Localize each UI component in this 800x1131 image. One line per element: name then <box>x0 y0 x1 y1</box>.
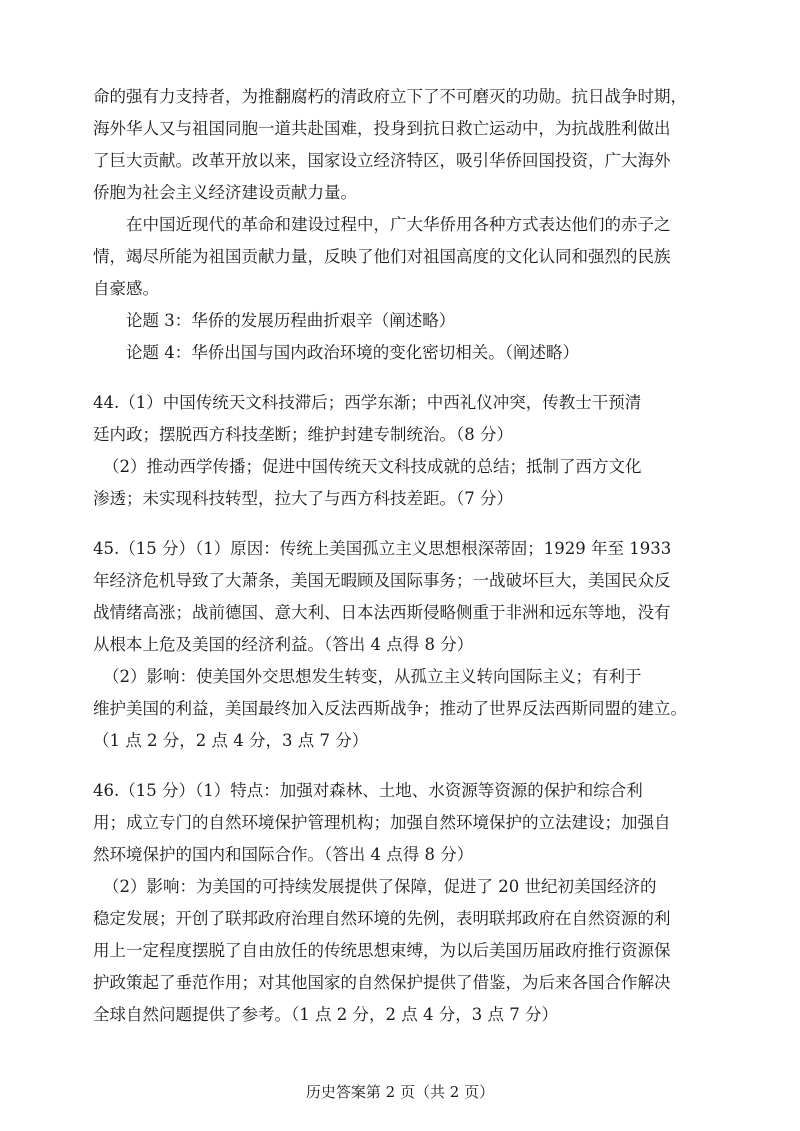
summary-line-2: 情，竭尽所能为祖国贡献力量，反映了他们对祖国高度的文化认同和强烈的民族 <box>93 247 671 266</box>
intro-line-1: 命的强有力支持者，为推翻腐朽的清政府立下了不可磨灭的功勋。抗日战争时期， <box>93 87 687 106</box>
q44-part1-line-2: 廷内政；摆脱西方科技垄断；维护封建专制统治。（8 分） <box>93 425 513 444</box>
summary-line-3: 自豪感。 <box>93 279 159 298</box>
q45-part2-line-2: 维护美国的利益，美国最终加入反法西斯战争；推动了世界反法西斯同盟的建立。 <box>93 699 687 718</box>
intro-line-4: 侨胞为社会主义经济建设贡献力量。 <box>93 183 357 202</box>
topic-4: 论题 4：华侨出国与国内政治环境的变化密切相关。（阐述略） <box>126 343 579 362</box>
q46-part1-line-1: 46.（15 分）（1）特点：加强对森林、土地、水资源等资源的保护和综合利 <box>93 781 643 800</box>
q46-part2-line-2: 稳定发展；开创了联邦政府治理自然环境的先例，表明联邦政府在自然资源的利 <box>93 909 671 928</box>
intro-line-2: 海外华人又与祖国同胞一道共赴国难，投身到抗日救亡运动中，为抗战胜利做出 <box>93 119 671 138</box>
q45-part2-line-3: （1 点 2 分，2 点 4 分，3 点 7 分） <box>93 731 369 750</box>
q44-part2-line-1: （2）推动西学传播；促进中国传统天文科技成就的总结；抵制了西方文化 <box>103 457 642 476</box>
q46-part2-line-5: 全球自然问题提供了参考。（1 点 2 分，2 点 4 分，3 点 7 分） <box>93 1005 558 1024</box>
page-footer: 历史答案第 2 页（共 2 页） <box>305 1083 495 1101</box>
q46-part2-line-4: 护政策起了垂范作用；对其他国家的自然保护提供了借鉴，为后来各国合作解决 <box>93 973 671 992</box>
q45-part1-line-1: 45.（15 分）（1）原因：传统上美国孤立主义思想根深蒂固；1929 年至 1933 <box>93 539 672 558</box>
q46-part2-line-3: 用上一定程度摆脱了自由放任的传统思想束缚，为以后美国历届政府推行资源保 <box>93 941 671 960</box>
q46-part1-line-2: 用；成立专门的自然环境保护管理机构；加强自然环境保护的立法建设；加强自 <box>93 813 671 832</box>
q45-part1-line-3: 战情绪高涨；战前德国、意大利、日本法西斯侵略侧重于非洲和远东等地，没有 <box>93 603 671 622</box>
topic-3: 论题 3：华侨的发展历程曲折艰辛（阐述略） <box>126 311 456 330</box>
q44-part1-line-1: 44.（1）中国传统天文科技滞后；西学东渐；中西礼仪冲突，传教士干预清 <box>93 393 642 412</box>
q45-part1-line-2: 年经济危机导致了大萧条，美国无暇顾及国际事务；一战破坏巨大，美国民众反 <box>93 571 671 590</box>
intro-line-3: 了巨大贡献。改革开放以来，国家设立经济特区，吸引华侨回国投资，广大海外 <box>93 151 671 170</box>
q44-part2-line-2: 渗透；未实现科技转型，拉大了与西方科技差距。（7 分） <box>93 489 513 508</box>
q46-part1-line-3: 然环境保护的国内和国际合作。（答出 4 点得 8 分） <box>93 845 474 864</box>
q46-part2-line-1: （2）影响：为美国的可持续发展提供了保障，促进了 20 世纪初美国经济的 <box>103 877 657 896</box>
q45-part2-line-1: （2）影响：使美国外交思想发生转变，从孤立主义转向国际主义；有利于 <box>103 667 642 686</box>
summary-line-1: 在中国近现代的革命和建设过程中，广大华侨用各种方式表达他们的赤子之 <box>126 215 671 234</box>
q45-part1-line-4: 从根本上危及美国的经济利益。（答出 4 点得 8 分） <box>93 635 474 654</box>
